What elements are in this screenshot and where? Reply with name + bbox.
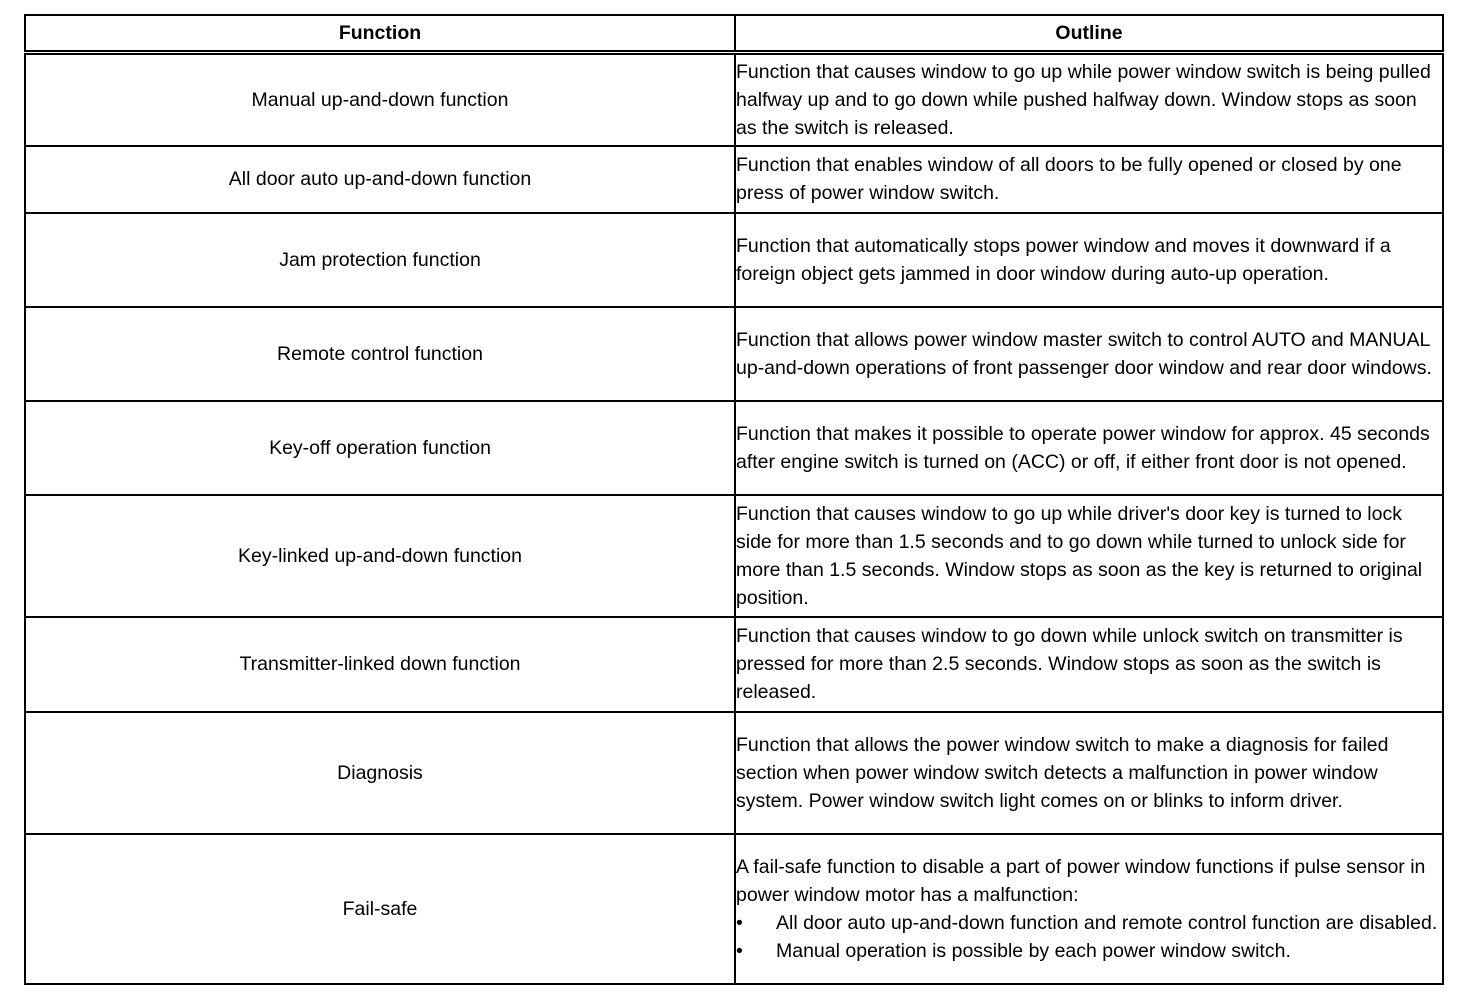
table-row	[25, 617, 1443, 712]
header-outline: Outline	[735, 15, 1443, 53]
function-name: Manual up-and-down function	[25, 53, 735, 146]
bullet-icon: •	[736, 939, 743, 962]
function-name: Remote control function	[25, 307, 735, 401]
table-row	[25, 834, 1443, 984]
function-outline: Function that enables window of all doors to be fully opened or closed by one press of power window switch.	[735, 146, 1443, 213]
list-item	[736, 909, 1442, 937]
function-name: Key-linked up-and-down function	[25, 495, 735, 617]
function-outline: Function that automatically stops power window and moves it downward if a foreign object gets jammed in door window during auto-up operation.	[735, 213, 1443, 307]
header-function: Function	[25, 15, 735, 53]
table-row	[25, 213, 1443, 307]
function-outline-failsafe	[735, 834, 1443, 984]
table-row	[25, 146, 1443, 213]
function-name: Fail-safe	[25, 834, 735, 984]
table-row	[25, 401, 1443, 495]
table-row	[25, 307, 1443, 401]
function-outline-table	[24, 14, 1444, 985]
table-header-row	[25, 15, 1443, 53]
function-name: All door auto up-and-down function	[25, 146, 735, 213]
failsafe-bullet-list	[736, 909, 1442, 965]
function-name: Key-off operation function	[25, 401, 735, 495]
function-name: Transmitter-linked down function	[25, 617, 735, 712]
function-outline: Function that causes window to go down while unlock switch on transmitter is pressed for more than 2.5 seconds. Window stops as soon as the switch is released.	[735, 617, 1443, 712]
table-row	[25, 712, 1443, 834]
failsafe-intro: A fail-safe function to disable a part of power window functions if pulse sensor in power window motor has a malfunction:	[736, 855, 1426, 906]
bullet-text: Manual operation is possible by each power window switch.	[776, 939, 1291, 962]
function-name: Jam protection function	[25, 213, 735, 307]
table-row	[25, 53, 1443, 146]
list-item	[736, 937, 1442, 965]
function-outline: Function that makes it possible to operate power window for approx. 45 seconds after engine switch is turned on (ACC) or off, if either front door is not opened.	[735, 401, 1443, 495]
function-name: Diagnosis	[25, 712, 735, 834]
function-outline: Function that causes window to go up while power window switch is being pulled halfway up and to go down while pushed halfway down. Window stops as soon as the switch is released.	[735, 53, 1443, 146]
function-outline: Function that causes window to go up while driver's door key is turned to lock side for more than 1.5 seconds and to go down while turned to unlock side for more than 1.5 seconds. Window stops as soon as the key is returned to original position.	[735, 495, 1443, 617]
function-outline: Function that allows power window master switch to control AUTO and MANUAL up-and-down operations of front passenger door window and rear door windows.	[735, 307, 1443, 401]
bullet-text: All door auto up-and-down function and remote control function are disabled.	[776, 911, 1438, 934]
table-row	[25, 495, 1443, 617]
function-outline: Function that allows the power window switch to make a diagnosis for failed section when power window switch detects a malfunction in power window system. Power window switch light comes on or blinks to inform driver.	[735, 712, 1443, 834]
bullet-icon: •	[736, 911, 743, 934]
